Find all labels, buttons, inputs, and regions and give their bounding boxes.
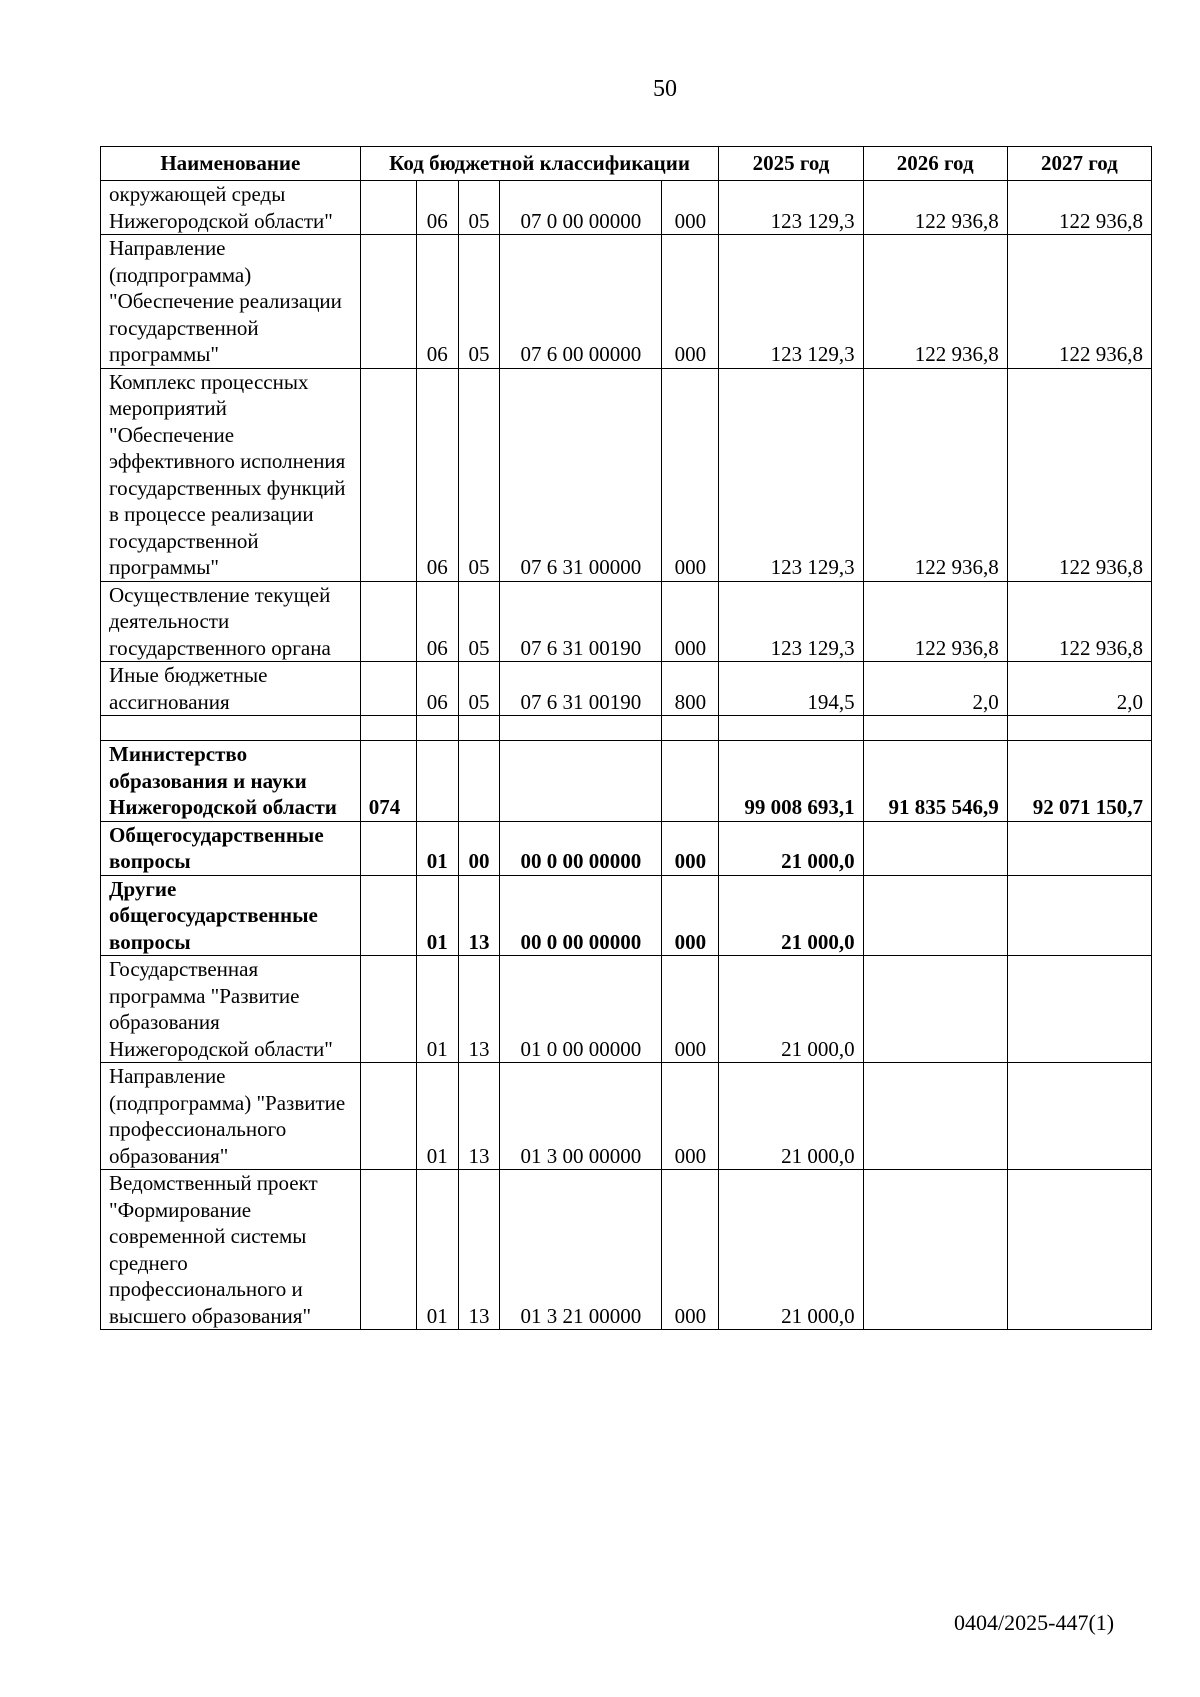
row-type-code — [662, 716, 719, 741]
row-value-2025: 123 129,3 — [719, 235, 863, 369]
row-value-2025: 21 000,0 — [719, 956, 863, 1063]
document-id: 0404/2025-447(1) — [954, 1610, 1115, 1635]
row-dept-code — [360, 716, 416, 741]
row-type-code: 000 — [662, 821, 719, 875]
row-value-2027 — [1007, 821, 1151, 875]
row-dept-code — [360, 875, 416, 956]
row-value-2026: 122 936,8 — [863, 235, 1007, 369]
row-value-2027 — [1007, 716, 1151, 741]
row-value-2025: 21 000,0 — [719, 875, 863, 956]
row-dept-code — [360, 368, 416, 581]
row-value-2026: 2,0 — [863, 662, 1007, 716]
row-type-code: 000 — [662, 368, 719, 581]
row-section-code: 06 — [416, 368, 458, 581]
row-subsection-code: 05 — [458, 581, 500, 662]
table-row — [101, 1170, 1152, 1330]
row-type-code: 000 — [662, 181, 719, 235]
table-row — [101, 581, 1152, 662]
header-2026: 2026 год — [863, 147, 1007, 181]
table-row — [101, 956, 1152, 1063]
row-section-code: 01 — [416, 956, 458, 1063]
row-section-code: 06 — [416, 581, 458, 662]
row-value-2025: 21 000,0 — [719, 821, 863, 875]
row-name: Другие общегосударственные вопросы — [101, 875, 361, 956]
row-value-2025: 21 000,0 — [719, 1170, 863, 1330]
page-number: 50 — [653, 76, 677, 102]
row-value-2025: 194,5 — [719, 662, 863, 716]
table-header-row — [101, 147, 1152, 181]
row-name: Комплекс процессных мероприятий "Обеспечение эффективного исполнения государственных функций в процессе реализации государственной программы" — [101, 368, 361, 581]
row-subsection-code: 05 — [458, 181, 500, 235]
row-section-code — [416, 716, 458, 741]
row-subsection-code: 13 — [458, 875, 500, 956]
row-name: Ведомственный проект "Формирование современной системы среднего профессионального и высшего образования" — [101, 1170, 361, 1330]
row-type-code: 000 — [662, 1170, 719, 1330]
table-row — [101, 875, 1152, 956]
row-type-code: 800 — [662, 662, 719, 716]
row-value-2025 — [719, 716, 863, 741]
row-subsection-code: 13 — [458, 1063, 500, 1170]
row-dept-code — [360, 581, 416, 662]
row-subsection-code: 05 — [458, 368, 500, 581]
row-value-2027: 92 071 150,7 — [1007, 741, 1151, 822]
row-type-code: 000 — [662, 875, 719, 956]
row-target-code — [500, 716, 662, 741]
row-target-code: 07 6 31 00000 — [500, 368, 662, 581]
row-subsection-code — [458, 716, 500, 741]
row-value-2027 — [1007, 956, 1151, 1063]
row-section-code: 01 — [416, 821, 458, 875]
row-target-code: 01 0 00 00000 — [500, 956, 662, 1063]
row-name: Министерство образования и науки Нижегородской области — [101, 741, 361, 822]
row-dept-code — [360, 1063, 416, 1170]
row-target-code: 07 6 31 00190 — [500, 662, 662, 716]
row-section-code: 06 — [416, 662, 458, 716]
row-value-2027: 2,0 — [1007, 662, 1151, 716]
row-dept-code: 074 — [360, 741, 416, 822]
row-value-2026: 122 936,8 — [863, 581, 1007, 662]
row-target-code: 07 0 00 00000 — [500, 181, 662, 235]
row-name — [101, 716, 361, 741]
row-value-2026 — [863, 716, 1007, 741]
row-section-code: 06 — [416, 181, 458, 235]
header-2025: 2025 год — [719, 147, 863, 181]
row-target-code: 00 0 00 00000 — [500, 821, 662, 875]
row-value-2026: 122 936,8 — [863, 181, 1007, 235]
row-value-2027 — [1007, 1170, 1151, 1330]
row-subsection-code: 05 — [458, 662, 500, 716]
row-value-2025: 99 008 693,1 — [719, 741, 863, 822]
table-row — [101, 368, 1152, 581]
row-value-2025: 123 129,3 — [719, 581, 863, 662]
row-section-code: 01 — [416, 1063, 458, 1170]
row-type-code: 000 — [662, 235, 719, 369]
row-section-code: 01 — [416, 875, 458, 956]
table-row — [101, 235, 1152, 369]
row-dept-code — [360, 181, 416, 235]
row-name: Направление (подпрограмма) "Обеспечение реализации государственной программы" — [101, 235, 361, 369]
row-dept-code — [360, 1170, 416, 1330]
row-dept-code — [360, 662, 416, 716]
row-subsection-code: 05 — [458, 235, 500, 369]
row-value-2025: 123 129,3 — [719, 368, 863, 581]
header-name: Наименование — [101, 147, 361, 181]
table-row — [101, 741, 1152, 822]
row-value-2025: 123 129,3 — [719, 181, 863, 235]
row-name: Осуществление текущей деятельности государственного органа — [101, 581, 361, 662]
row-value-2027: 122 936,8 — [1007, 368, 1151, 581]
row-dept-code — [360, 821, 416, 875]
table-row — [101, 662, 1152, 716]
row-subsection-code: 00 — [458, 821, 500, 875]
row-value-2026 — [863, 956, 1007, 1063]
row-section-code: 06 — [416, 235, 458, 369]
row-name: Государственная программа "Развитие образования Нижегородской области" — [101, 956, 361, 1063]
row-section-code: 01 — [416, 1170, 458, 1330]
row-value-2026 — [863, 1063, 1007, 1170]
table-row — [101, 181, 1152, 235]
row-type-code — [662, 741, 719, 822]
row-target-code: 01 3 00 00000 — [500, 1063, 662, 1170]
row-type-code: 000 — [662, 1063, 719, 1170]
row-subsection-code — [458, 741, 500, 822]
row-value-2027: 122 936,8 — [1007, 181, 1151, 235]
row-name: Направление (подпрограмма) "Развитие профессионального образования" — [101, 1063, 361, 1170]
row-value-2026: 91 835 546,9 — [863, 741, 1007, 822]
row-value-2026 — [863, 821, 1007, 875]
row-type-code: 000 — [662, 956, 719, 1063]
row-value-2026 — [863, 875, 1007, 956]
row-target-code: 07 6 00 00000 — [500, 235, 662, 369]
row-target-code: 00 0 00 00000 — [500, 875, 662, 956]
table-row — [101, 1063, 1152, 1170]
header-2027: 2027 год — [1007, 147, 1151, 181]
row-type-code: 000 — [662, 581, 719, 662]
row-target-code: 01 3 21 00000 — [500, 1170, 662, 1330]
row-value-2025: 21 000,0 — [719, 1063, 863, 1170]
header-code: Код бюджетной классификации — [360, 147, 719, 181]
row-value-2026 — [863, 1170, 1007, 1330]
row-value-2027: 122 936,8 — [1007, 581, 1151, 662]
row-dept-code — [360, 235, 416, 369]
row-name: окружающей среды Нижегородской области" — [101, 181, 361, 235]
budget-table — [100, 146, 1152, 1330]
row-name: Общегосударственные вопросы — [101, 821, 361, 875]
row-subsection-code: 13 — [458, 1170, 500, 1330]
row-subsection-code: 13 — [458, 956, 500, 1063]
row-name: Иные бюджетные ассигнования — [101, 662, 361, 716]
row-dept-code — [360, 956, 416, 1063]
row-target-code — [500, 741, 662, 822]
table-row-empty — [101, 716, 1152, 741]
row-section-code — [416, 741, 458, 822]
table-row — [101, 821, 1152, 875]
row-target-code: 07 6 31 00190 — [500, 581, 662, 662]
row-value-2027 — [1007, 1063, 1151, 1170]
row-value-2027 — [1007, 875, 1151, 956]
row-value-2026: 122 936,8 — [863, 368, 1007, 581]
row-value-2027: 122 936,8 — [1007, 235, 1151, 369]
